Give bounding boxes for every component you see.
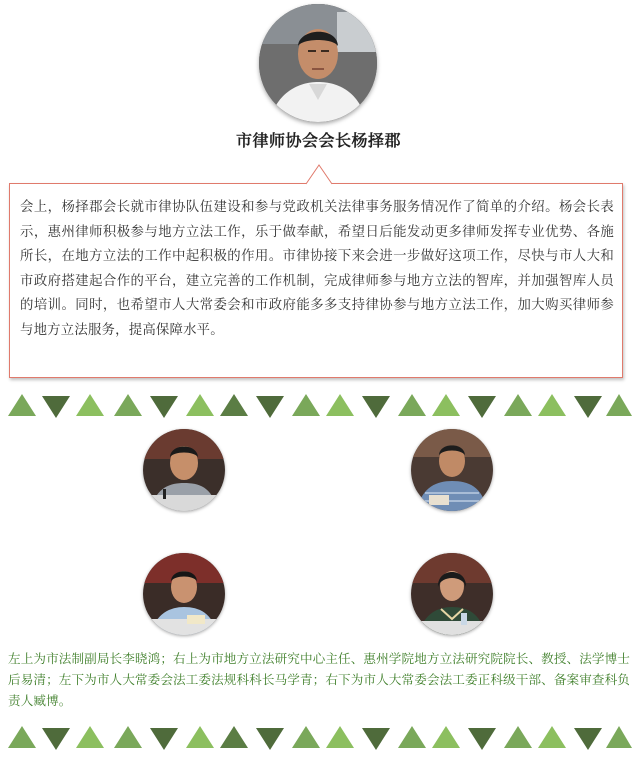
bottom-caption: 左上为市法制副局长李晓鸿；右上为市地方立法研究中心主任、惠州学院地方立法研究院院长、教授、法学博士后易清；左下为市人大常委会法工委法规科科长马学青；右下为市人大常委会法工委正科级干部、备案审查科负责人臧博。: [8, 651, 630, 708]
leaf-triangle-icon: [8, 394, 632, 418]
leaf-triangle-icon: [8, 726, 632, 750]
portrait-photo-icon: [411, 553, 493, 635]
speech-box: [9, 183, 623, 378]
portrait-photo-icon: [259, 4, 377, 122]
speech-pointer-icon: [306, 164, 332, 185]
portrait-photo-icon: [411, 429, 493, 511]
portrait-yang-zejun: [259, 4, 377, 122]
leaf-divider-top: [6, 392, 632, 420]
portrait-photo-icon: [143, 553, 225, 635]
leaf-divider-bottom: [6, 724, 632, 752]
portrait-ma-xueqing: [143, 553, 225, 635]
speech-text: 会上，杨择郡会长就市律协队伍建设和参与党政机关法律事务服务情况作了简单的介绍。杨会长表示，惠州律师积极参与地方立法工作，乐于做奉献，希望日后能发动更多律师发挥专业优势、各施所长，在地方立法的工作中起积极的作用。市律协接下来会进一步做好这项工作，尽快与市人大和市政府搭建起合作的平台，建立完善的工作机制，完成律师参与地方立法的智库，并加强智库人员的培训。同时，也希望市人大常委会和市政府能多多支持律协参与地方立法工作，加大购买律师参与地方立法服务，提高保障水平。: [20, 200, 614, 338]
portrait-yi-qing: [411, 429, 493, 511]
portrait-zang-bo: [411, 553, 493, 635]
top-caption: 市律师协会会长杨择郡: [235, 131, 401, 150]
portrait-photo-icon: [143, 429, 225, 511]
portrait-li-xiaohong: [143, 429, 225, 511]
